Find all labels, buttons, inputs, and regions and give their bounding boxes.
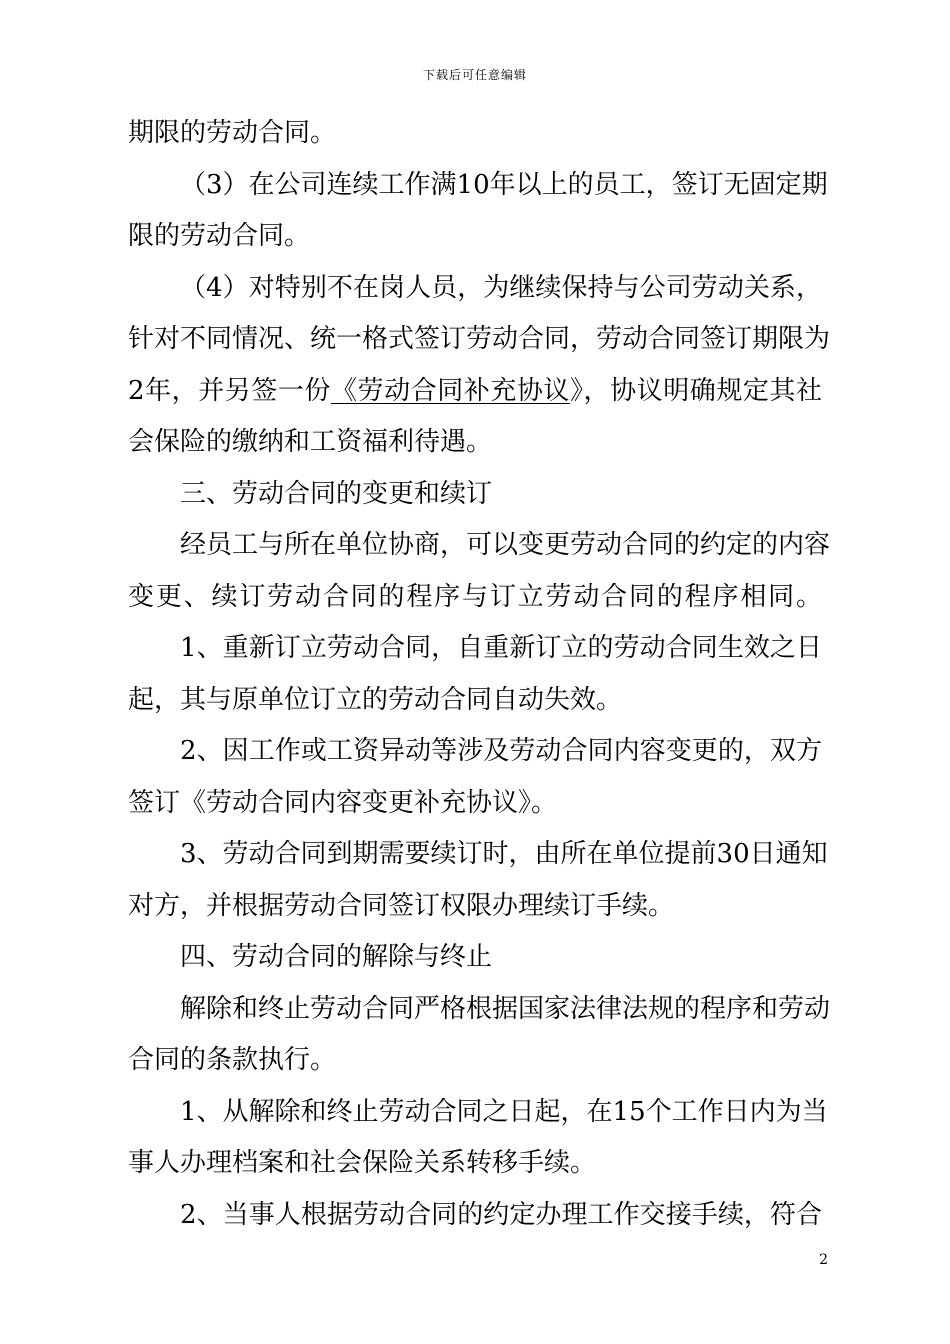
body-line: 2、当事人根据劳动合同的约定办理工作交接手续，符合 [180,1199,822,1230]
body-line: （4）对特别不在岗人员，为继续保持与公司劳动关系， [180,272,822,303]
body-line: 起，其与原单位订立的劳动合同自动失效。 [128,684,623,715]
body-line: 1、重新订立劳动合同，自重新订立的劳动合同生效之日 [180,633,822,663]
body-line: 变更、续订劳动合同的程序与订立劳动合同的程序相同。 [128,581,822,612]
agreement-link[interactable]: 《劳动合同补充协议 [330,375,570,406]
body-line: 合同的条款执行。 [128,1045,337,1075]
body-line: 事人办理档案和社会保险关系转移手续。 [128,1148,597,1178]
body-line: 会保险的缴纳和工资福利待遇。 [128,427,493,457]
body-text: 》，协议明确规定其社 [569,375,822,406]
section-heading: 四、劳动合同的解除与终止 [180,942,493,972]
body-line: 3、劳动合同到期需要续订时，由所在单位提前30日通知 [180,839,828,869]
body-line: 解除和终止劳动合同严格根据国家法律法规的程序和劳动 [180,993,831,1024]
document-body [128,108,831,1241]
section-heading: 三、劳动合同的变更和续订 [180,478,493,509]
header-note: 下载后可任意编辑 [422,68,527,82]
body-line-with-link [128,366,822,418]
body-line: 2、因工作或工资异动等涉及劳动合同内容变更的，双方 [180,736,822,766]
body-line: （3）在公司连续工作满10年以上的员工，签订无固定期 [180,169,828,200]
body-line: 对方，并根据劳动合同签订权限办理续订手续。 [128,890,675,921]
body-text: 2年，并另签一份 [128,375,331,406]
body-line: 限的劳动合同。 [128,221,311,251]
body-line: 期限的劳动合同。 [128,118,337,148]
page-number: 2 [819,1252,828,1268]
body-line: 签订《劳动合同内容变更补充协议》。 [128,787,558,818]
body-line: 针对不同情况、统一格式签订劳动合同，劳动合同签订期限为 [128,324,831,354]
body-line: 1、从解除和终止劳动合同之日起，在15个工作日内为当 [180,1096,828,1127]
body-line: 经员工与所在单位协商，可以变更劳动合同的约定的内容 [180,530,831,560]
